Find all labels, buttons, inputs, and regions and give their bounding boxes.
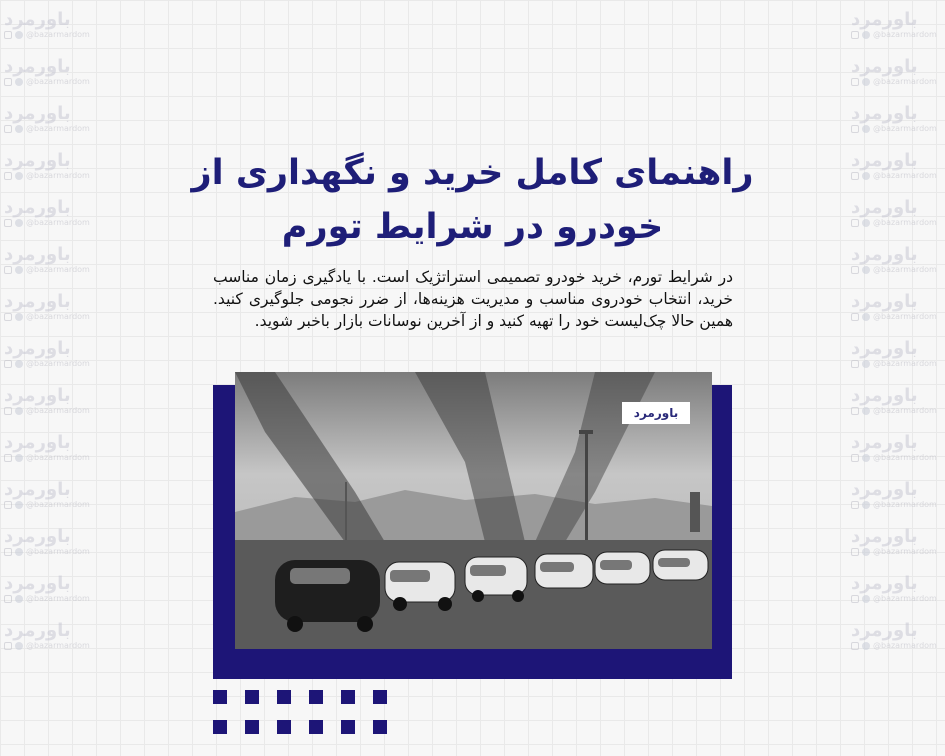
telegram-icon xyxy=(862,501,870,509)
watermark-logo-text: باورمرد xyxy=(4,197,71,218)
watermark-handle xyxy=(851,218,937,228)
watermark-handle xyxy=(4,641,90,651)
instagram-icon xyxy=(4,266,12,274)
watermark-logo-text: باورمرد xyxy=(4,526,71,547)
instagram-icon xyxy=(851,172,859,180)
decor-square xyxy=(245,720,259,734)
instagram-icon xyxy=(851,313,859,321)
watermark-logo xyxy=(4,480,94,510)
watermark-handle xyxy=(851,77,937,87)
watermark-logo-text: باورمرد xyxy=(851,56,918,77)
instagram-icon xyxy=(851,454,859,462)
watermark-handle xyxy=(4,124,90,134)
watermark-logo xyxy=(4,10,94,40)
watermark-handle-text: @bazarmardom xyxy=(26,406,90,415)
watermark-handle-text: @bazarmardom xyxy=(873,500,937,509)
watermark-logo-text: باورمرد xyxy=(851,620,918,641)
watermark-logo xyxy=(4,574,94,604)
watermark-logo xyxy=(4,198,94,228)
instagram-icon xyxy=(4,31,12,39)
instagram-icon xyxy=(851,595,859,603)
watermark-handle xyxy=(851,547,937,557)
telegram-icon xyxy=(15,78,23,86)
instagram-icon xyxy=(851,125,859,133)
instagram-icon xyxy=(851,360,859,368)
page-title xyxy=(180,146,765,254)
watermark-logo xyxy=(851,292,941,322)
watermark-logo-text: باورمرد xyxy=(851,526,918,547)
telegram-icon xyxy=(15,595,23,603)
watermark-logo-text: باورمرد xyxy=(4,573,71,594)
telegram-icon xyxy=(862,313,870,321)
telegram-icon xyxy=(15,501,23,509)
telegram-icon xyxy=(862,219,870,227)
watermark-logo xyxy=(4,104,94,134)
watermark-handle-text: @bazarmardom xyxy=(873,594,937,603)
telegram-icon xyxy=(862,360,870,368)
watermark-logo xyxy=(4,621,94,651)
watermark-logo-text: باورمرد xyxy=(851,150,918,171)
watermark-logo xyxy=(851,245,941,275)
watermark-logo xyxy=(4,245,94,275)
watermark-handle xyxy=(4,500,90,510)
watermark-handle xyxy=(4,406,90,416)
watermark-handle-text: @bazarmardom xyxy=(873,124,937,133)
telegram-icon xyxy=(15,219,23,227)
telegram-icon xyxy=(862,31,870,39)
telegram-icon xyxy=(15,642,23,650)
telegram-icon xyxy=(862,266,870,274)
watermark-handle xyxy=(851,30,937,40)
watermark-logo-text: باورمرد xyxy=(851,479,918,500)
watermark-logo xyxy=(851,57,941,87)
telegram-icon xyxy=(862,642,870,650)
watermark-handle xyxy=(4,218,90,228)
watermark-logo-text: باورمرد xyxy=(851,9,918,30)
watermark-handle xyxy=(4,547,90,557)
watermark-logo-text: باورمرد xyxy=(4,291,71,312)
watermark-handle-text: @bazarmardom xyxy=(26,594,90,603)
body-paragraph: در شرایط تورم، خرید خودرو تصمیمی استراتژیک است. با یادگیری زمان مناسب خرید، انتخاب خودروی مناسب و مدیریت هزینه‌ها، از ضرر نجومی جلوگیری کنید. همین حالا چک‌لیست خود را تهیه کنید و از آخرین نوسانات بازار باخبر شوید. xyxy=(213,268,733,330)
watermark-logo-text: باورمرد xyxy=(4,338,71,359)
watermark-logo-text: باورمرد xyxy=(851,244,918,265)
watermark-handle-text: @bazarmardom xyxy=(873,406,937,415)
title-line-1: راهنمای کامل خرید و نگهداری از xyxy=(191,153,754,193)
instagram-icon xyxy=(4,454,12,462)
watermark-column-left xyxy=(4,10,94,651)
instagram-icon xyxy=(4,548,12,556)
watermark-logo-text: باورمرد xyxy=(4,9,71,30)
instagram-icon xyxy=(851,78,859,86)
watermark-logo-text: باورمرد xyxy=(851,573,918,594)
decor-square xyxy=(341,690,355,704)
watermark-handle xyxy=(851,594,937,604)
watermark-handle-text: @bazarmardom xyxy=(873,312,937,321)
watermark-handle-text: @bazarmardom xyxy=(26,453,90,462)
telegram-icon xyxy=(862,454,870,462)
title-line-2: خودرو در شرایط تورم xyxy=(281,207,664,247)
watermark-handle-text: @bazarmardom xyxy=(873,453,937,462)
instagram-icon xyxy=(4,642,12,650)
watermark-handle xyxy=(851,124,937,134)
watermark-handle-text: @bazarmardom xyxy=(873,265,937,274)
instagram-icon xyxy=(4,78,12,86)
watermark-logo-text: باورمرد xyxy=(4,432,71,453)
telegram-icon xyxy=(862,78,870,86)
decor-square xyxy=(213,690,227,704)
instagram-icon xyxy=(851,407,859,415)
instagram-icon xyxy=(4,595,12,603)
telegram-icon xyxy=(862,595,870,603)
car-lot-photo xyxy=(235,372,712,649)
instagram-icon xyxy=(4,313,12,321)
watermark-logo-text: باورمرد xyxy=(4,385,71,406)
watermark-handle xyxy=(851,265,937,275)
watermark-logo xyxy=(851,339,941,369)
watermark-handle-text: @bazarmardom xyxy=(26,218,90,227)
decor-square xyxy=(213,720,227,734)
watermark-handle-text: @bazarmardom xyxy=(26,500,90,509)
watermark-logo-text: باورمرد xyxy=(4,244,71,265)
watermark-handle xyxy=(4,453,90,463)
decor-square xyxy=(277,690,291,704)
watermark-handle xyxy=(4,171,90,181)
instagram-icon xyxy=(4,360,12,368)
watermark-handle-text: @bazarmardom xyxy=(26,359,90,368)
watermark-logo-text: باورمرد xyxy=(851,385,918,406)
watermark-handle-text: @bazarmardom xyxy=(26,265,90,274)
instagram-icon xyxy=(851,31,859,39)
instagram-icon xyxy=(851,219,859,227)
watermark-logo-text: باورمرد xyxy=(4,103,71,124)
watermark-handle-text: @bazarmardom xyxy=(26,171,90,180)
watermark-handle-text: @bazarmardom xyxy=(26,641,90,650)
watermark-handle-text: @bazarmardom xyxy=(873,218,937,227)
instagram-icon xyxy=(851,266,859,274)
watermark-column-right xyxy=(851,10,941,651)
watermark-handle xyxy=(4,265,90,275)
watermark-handle-text: @bazarmardom xyxy=(873,547,937,556)
watermark-logo xyxy=(851,574,941,604)
telegram-icon xyxy=(15,360,23,368)
watermark-logo-text: باورمرد xyxy=(851,291,918,312)
instagram-icon xyxy=(4,125,12,133)
watermark-logo xyxy=(4,386,94,416)
watermark-handle-text: @bazarmardom xyxy=(873,359,937,368)
watermark-handle xyxy=(4,77,90,87)
watermark-logo-text: باورمرد xyxy=(4,479,71,500)
decor-square xyxy=(373,690,387,704)
decor-square xyxy=(341,720,355,734)
watermark-handle-text: @bazarmardom xyxy=(26,77,90,86)
watermark-handle-text: @bazarmardom xyxy=(873,30,937,39)
instagram-icon xyxy=(4,219,12,227)
watermark-logo-text: باورمرد xyxy=(4,150,71,171)
watermark-handle-text: @bazarmardom xyxy=(873,641,937,650)
decor-square xyxy=(309,690,323,704)
watermark-logo xyxy=(4,292,94,322)
telegram-icon xyxy=(15,172,23,180)
decor-square xyxy=(309,720,323,734)
watermark-handle xyxy=(4,594,90,604)
telegram-icon xyxy=(15,125,23,133)
watermark-handle xyxy=(851,500,937,510)
instagram-icon xyxy=(851,642,859,650)
watermark-handle xyxy=(851,641,937,651)
watermark-handle-text: @bazarmardom xyxy=(873,77,937,86)
watermark-logo xyxy=(851,527,941,557)
telegram-icon xyxy=(15,548,23,556)
telegram-icon xyxy=(862,172,870,180)
watermark-logo xyxy=(851,621,941,651)
telegram-icon xyxy=(15,266,23,274)
instagram-icon xyxy=(851,501,859,509)
watermark-handle-text: @bazarmardom xyxy=(873,171,937,180)
telegram-icon xyxy=(15,31,23,39)
watermark-handle xyxy=(851,359,937,369)
watermark-logo-text: باورمرد xyxy=(4,56,71,77)
watermark-logo xyxy=(851,104,941,134)
watermark-logo-text: باورمرد xyxy=(851,338,918,359)
watermark-handle-text: @bazarmardom xyxy=(26,547,90,556)
instagram-icon xyxy=(4,172,12,180)
watermark-handle xyxy=(4,359,90,369)
watermark-handle xyxy=(851,406,937,416)
telegram-icon xyxy=(862,125,870,133)
watermark-logo xyxy=(4,151,94,181)
watermark-handle xyxy=(851,453,937,463)
watermark-handle-text: @bazarmardom xyxy=(26,30,90,39)
photo-brand-logo: باورمرد xyxy=(622,402,690,424)
telegram-icon xyxy=(15,313,23,321)
watermark-logo-text: باورمرد xyxy=(4,620,71,641)
instagram-icon xyxy=(4,501,12,509)
watermark-logo xyxy=(4,57,94,87)
decorative-dot-grid xyxy=(213,690,391,740)
decor-square xyxy=(373,720,387,734)
watermark-logo xyxy=(851,386,941,416)
telegram-icon xyxy=(862,548,870,556)
watermark-logo xyxy=(851,480,941,510)
telegram-icon xyxy=(15,407,23,415)
watermark-logo xyxy=(4,433,94,463)
watermark-logo-text: باورمرد xyxy=(851,432,918,453)
watermark-handle xyxy=(4,30,90,40)
watermark-logo-text: باورمرد xyxy=(851,197,918,218)
watermark-logo xyxy=(851,433,941,463)
telegram-icon xyxy=(862,407,870,415)
watermark-logo-text: باورمرد xyxy=(851,103,918,124)
watermark-handle xyxy=(851,171,937,181)
decor-square xyxy=(277,720,291,734)
telegram-icon xyxy=(15,454,23,462)
watermark-logo xyxy=(851,151,941,181)
instagram-icon xyxy=(851,548,859,556)
watermark-logo xyxy=(851,10,941,40)
decor-square xyxy=(245,690,259,704)
watermark-logo xyxy=(4,527,94,557)
watermark-logo xyxy=(851,198,941,228)
watermark-logo xyxy=(4,339,94,369)
instagram-icon xyxy=(4,407,12,415)
watermark-handle xyxy=(851,312,937,322)
watermark-handle xyxy=(4,312,90,322)
watermark-handle-text: @bazarmardom xyxy=(26,312,90,321)
watermark-handle-text: @bazarmardom xyxy=(26,124,90,133)
